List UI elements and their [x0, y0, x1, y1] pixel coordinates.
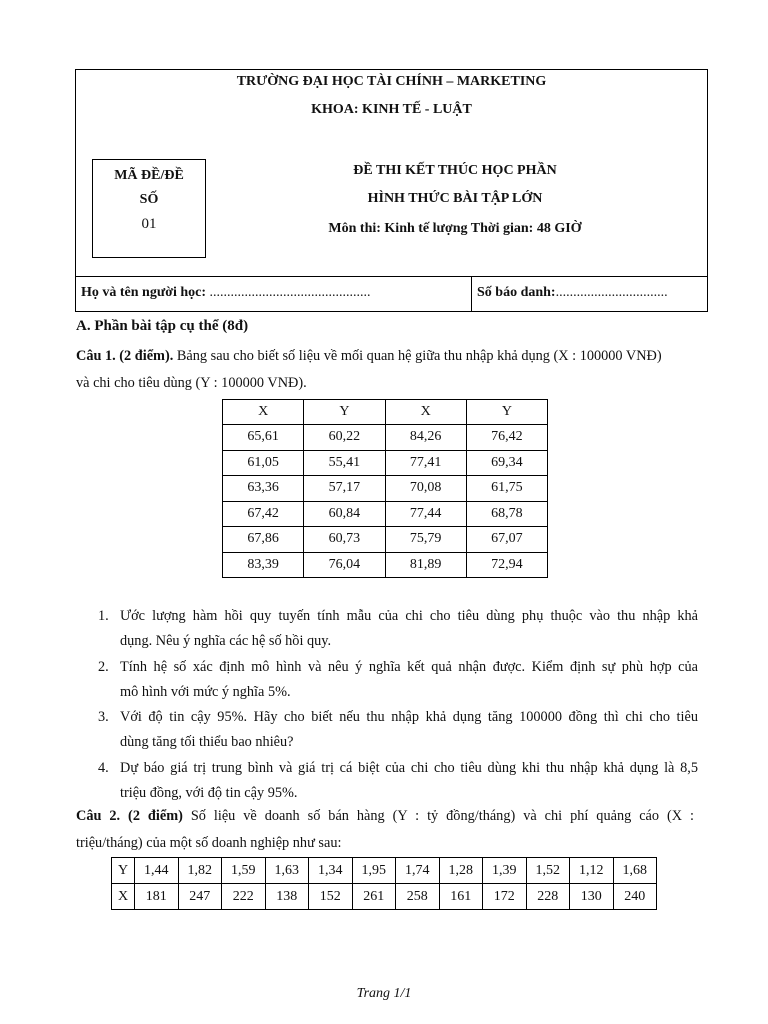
table-header-row [223, 400, 548, 425]
list-item-number: 2. [98, 659, 109, 675]
table-cell: 1,82 [178, 858, 222, 884]
table-cell: 61,05 [223, 450, 304, 476]
exam-code-label-1: MÃ ĐỀ/ĐỀ [114, 168, 184, 183]
table-cell: 77,44 [385, 501, 466, 527]
table-row [223, 476, 548, 502]
table-cell: 69,34 [466, 450, 547, 476]
table-cell: 63,36 [223, 476, 304, 502]
table-cell: 72,94 [466, 552, 547, 578]
list-item-line: Dự báo giá trị trung bình và giá trị cá biệt của chi cho tiêu dùng khi thu nhập khả dụng là 8,5 [120, 760, 698, 776]
table-row [223, 527, 548, 553]
list-item-line: Với độ tin cậy 95%. Hãy cho biết nếu thu nhập khả dụng tăng 100000 đồng thì chi cho tiêu [120, 709, 698, 725]
table-cell: 70,08 [385, 476, 466, 502]
table-cell: 67,86 [223, 527, 304, 553]
question-1-label: Câu 1. (2 điểm). [76, 348, 174, 364]
table-cell: 67,42 [223, 501, 304, 527]
list-item [120, 705, 698, 755]
table-row [223, 425, 548, 451]
question-2-table [111, 857, 657, 910]
table-header-cell: Y [466, 400, 547, 425]
table-cell: 60,22 [304, 425, 385, 451]
table-cell: 83,39 [223, 552, 304, 578]
table-cell: 1,39 [483, 858, 527, 884]
exam-code-box [92, 159, 206, 258]
list-item-line: mô hình với mức ý nghĩa 5%. [120, 684, 291, 700]
student-name-row [81, 285, 371, 301]
subject-line: Môn thi: Kinh tế lượng Thời gian: 48 GIỜ [328, 221, 582, 236]
list-item-line: Ước lượng hàm hồi quy tuyến tính mẫu của chi cho tiêu dùng phụ thuộc vào thu nhập khả [120, 608, 698, 624]
question-1-line1: Bảng sau cho biết số liệu về mối quan hệ giữa thu nhập khả dụng (X : 100000 VNĐ) [173, 348, 662, 364]
table-cell: 76,04 [304, 552, 385, 578]
question-1-text [76, 343, 708, 397]
table-header-cell: X [223, 400, 304, 425]
table-cell: 55,41 [304, 450, 385, 476]
list-item-line: Tính hệ số xác định mô hình và nêu ý nghĩa kết quả nhận được. Kiểm định sự phù hợp của [120, 659, 698, 675]
exam-code-value: 01 [141, 216, 157, 232]
table-cell: 152 [309, 884, 353, 910]
table-cell: 75,79 [385, 527, 466, 553]
table-cell: 68,78 [466, 501, 547, 527]
table-cell: 1,68 [613, 858, 657, 884]
question-1-line2: và chi cho tiêu dùng (Y : 100000 VNĐ). [76, 375, 307, 391]
list-item [120, 756, 698, 806]
table-cell: 1,95 [352, 858, 396, 884]
list-item-line: dụng. Nêu ý nghĩa các hệ số hồi quy. [120, 633, 332, 649]
table-cell: 222 [222, 884, 266, 910]
list-item-number: 1. [98, 608, 109, 624]
table-cell: 65,61 [223, 425, 304, 451]
student-id-field: ................................ [555, 285, 668, 300]
table-row [112, 884, 657, 910]
table-cell: 228 [526, 884, 570, 910]
list-item-number: 3. [98, 709, 109, 725]
header-divider [76, 276, 707, 277]
table-cell: 1,28 [439, 858, 483, 884]
table-cell: 1,59 [222, 858, 266, 884]
table-cell: 138 [265, 884, 309, 910]
table-cell: 172 [483, 884, 527, 910]
student-id-row [477, 285, 668, 301]
question-2-text [76, 803, 694, 857]
table-cell: 57,17 [304, 476, 385, 502]
table-cell: 161 [439, 884, 483, 910]
list-item [120, 604, 698, 654]
faculty-name: KHOA: KINH TẾ - LUẬT [311, 102, 472, 117]
table-row [223, 450, 548, 476]
table-row [223, 552, 548, 578]
table-header-cell: X [385, 400, 466, 425]
table-row-label: X [112, 884, 135, 910]
table-cell: 81,89 [385, 552, 466, 578]
question-1-table [222, 399, 548, 578]
table-header-cell: Y [304, 400, 385, 425]
list-item-number: 4. [98, 760, 109, 776]
table-cell: 61,75 [466, 476, 547, 502]
table-cell: 181 [135, 884, 179, 910]
exam-code-label-2: SỐ [139, 192, 159, 207]
table-cell: 60,84 [304, 501, 385, 527]
table-row-label: Y [112, 858, 135, 884]
table-cell: 1,52 [526, 858, 570, 884]
table-row [223, 501, 548, 527]
list-item-line: dùng tăng tối thiểu bao nhiêu? [120, 734, 294, 750]
table-cell: 84,26 [385, 425, 466, 451]
table-cell: 77,41 [385, 450, 466, 476]
table-cell: 1,74 [396, 858, 440, 884]
university-name: TRƯỜNG ĐẠI HỌC TÀI CHÍNH – MARKETING [236, 74, 547, 89]
list-item-line: triệu đồng, với độ tin cậy 95%. [120, 785, 298, 801]
table-cell: 247 [178, 884, 222, 910]
header-column-divider [471, 276, 472, 311]
table-cell: 67,07 [466, 527, 547, 553]
list-item [120, 655, 698, 705]
table-cell: 1,34 [309, 858, 353, 884]
table-cell: 1,12 [570, 858, 614, 884]
section-a-title: A. Phần bài tập cụ thể (8đ) [76, 318, 249, 334]
table-cell: 1,63 [265, 858, 309, 884]
student-name-field: .............................................. [206, 285, 371, 300]
table-cell: 76,42 [466, 425, 547, 451]
question-2-line1: Số liệu về doanh số bán hàng (Y : tỷ đồng/tháng) và chi phí quảng cáo (X : [182, 808, 695, 824]
table-cell: 261 [352, 884, 396, 910]
student-id-label: Số báo danh: [477, 285, 556, 300]
exam-title: ĐỀ THI KẾT THÚC HỌC PHẦN [353, 163, 557, 178]
table-cell: 240 [613, 884, 657, 910]
table-cell: 60,73 [304, 527, 385, 553]
student-name-label: Họ và tên người học: [81, 285, 207, 300]
page-number: Trang 1/1 [356, 986, 412, 1001]
exam-form: HÌNH THỨC BÀI TẬP LỚN [367, 191, 543, 206]
table-cell: 258 [396, 884, 440, 910]
question-2-line2: triệu/tháng) của một số doanh nghiệp như sau: [76, 835, 342, 851]
table-cell: 130 [570, 884, 614, 910]
table-cell: 1,44 [135, 858, 179, 884]
table-row [112, 858, 657, 884]
question-2-label: Câu 2. (2 điểm) [76, 808, 183, 824]
